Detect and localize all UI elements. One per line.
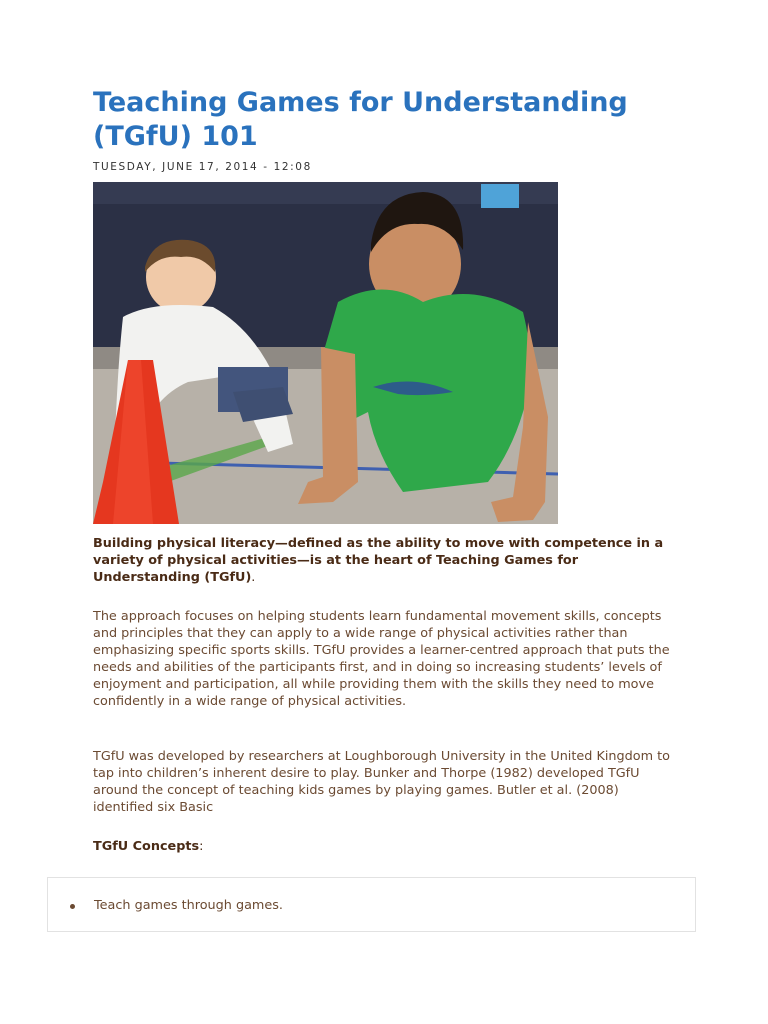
list-item: [94, 897, 283, 914]
intro-bold-text: Building physical literacy—defined as the ability to move with competence in a variety of physical activities—is at the heart of Teaching Games for Understanding (TGfU): [93, 536, 664, 585]
intro-paragraph: [93, 535, 678, 586]
article-photo: [93, 182, 558, 524]
concepts-heading-colon: :: [199, 839, 204, 854]
list-item-text: Teach games through games.: [94, 898, 283, 913]
concepts-heading-text: TGfU Concepts: [93, 839, 200, 854]
body-paragraph-2: TGfU was developed by researchers at Loughborough University in the United Kingdom to tap into children’s inherent desire to play. Bunker and Thorpe (1982) developed TGfU around the concept of teaching kids games by playing games. Butler et al. (2008) identified six Basic: [93, 749, 670, 815]
intro-period: .: [251, 570, 256, 585]
article-dateline: TUESDAY, JUNE 17, 2014 - 12:08: [93, 161, 312, 173]
body-paragraph-1: The approach focuses on helping students learn fundamental movement skills, concepts and principles that they can apply to a wide range of physical activities rather than emphasizing specific sports skills. TGfU provides a learner-centred approach that puts the needs and abilities of the participants first, and in doing so increasing students’ levels of enjoyment and participation, all while providing them with the skills they need to move confidently in a wide range of physical activities.: [93, 609, 670, 709]
article-title: Teaching Games for Understanding (TGfU) 101: [93, 87, 628, 152]
bullet-icon: [70, 904, 75, 909]
concepts-list-box: [47, 877, 696, 932]
concepts-heading: [93, 838, 203, 855]
